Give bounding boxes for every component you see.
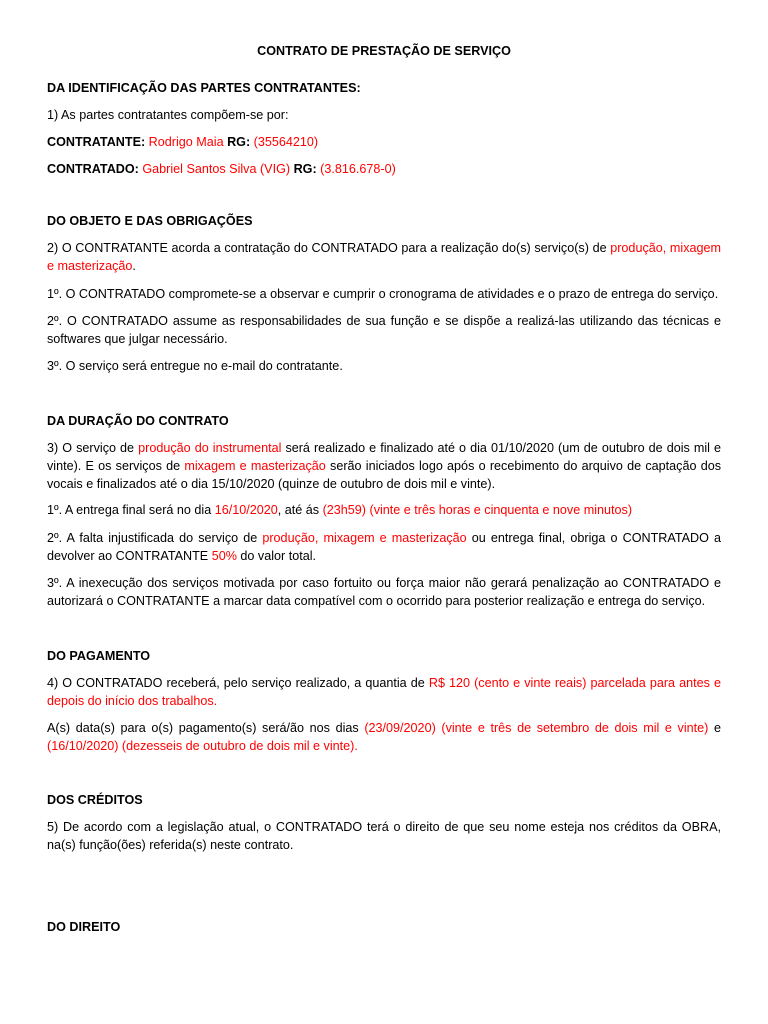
final-delivery-time: (23h59) (vinte e três horas e cinquenta e nove minutos) [322,503,633,517]
payment-dates [47,719,721,755]
clause-3-item-2-services: produção, mixagem e masterização [262,531,467,545]
section-heading-payment: DO PAGAMENTO [47,649,151,663]
section-heading-duration: DA DURAÇÃO DO CONTRATO [47,414,229,428]
clause-3-item-3: 3º. A inexecução dos serviços motivada por caso fortuito ou força maior não gerará penalização ao CONTRATADO e autorizará o CONTRATANTE a marcar data compatível com o ocorrido para posterior realização e entrega do serviço. [47,576,721,608]
clause-3-c: serão iniciados logo após o recebimento do arquivo de captação dos vocais e finalizados até o dia 15/10/2020 (quinze de outubro de dois mil e vinte). [47,459,722,491]
contratante-line [47,133,721,151]
clause-3 [47,439,721,493]
contratado-rg-label: RG: [293,162,317,176]
contratante-name: Rodrigo Maia [148,135,224,149]
contratado-line [47,160,721,178]
clause-3-b: será realizado e finalizado até o dia 01/10/2020 (um de outubro de dois mil e vinte). E os serviços de [47,441,722,473]
clause-2-end: . [132,259,136,273]
clause-4 [47,674,721,710]
contratante-rg-label: RG: [227,135,251,149]
refund-percent: 50% [211,549,237,563]
clause-3-a: 3) O serviço de [47,441,135,455]
contratado-name: Gabriel Santos Silva (VIG) [142,162,291,176]
clause-3-mix-master: mixagem e masterização [184,459,326,473]
clause-3-item-1-a: 1º. A entrega final será no dia [47,503,212,517]
clause-2-item-3: 3º. O serviço será entregue no e-mail do contratante. [47,359,343,373]
clause-3-item-1-b: , até ás [277,503,320,517]
clause-3-item-2-b: ou entrega final, obriga o CONTRATADO a devolver ao CONTRATANTE [47,531,722,563]
document-title: CONTRATO DE PRESTAÇÃO DE SERVIÇO [257,44,511,58]
contratante-label: CONTRATANTE: [47,135,146,149]
contratado-label: CONTRATADO: [47,162,139,176]
section-heading-object: DO OBJETO E DAS OBRIGAÇÕES [47,214,253,228]
clause-2-item-1: 1º. O CONTRATADO compromete-se a observar e cumprir o cronograma de atividades e o prazo de entrega do serviço. [47,287,719,301]
clause-3-item-1 [47,501,721,519]
section-heading-credits: DOS CRÉDITOS [47,793,143,807]
clause-3-instrumental: produção do instrumental [138,441,282,455]
final-delivery-date: 16/10/2020 [214,503,278,517]
payment-date-1: (23/09/2020) (vinte e três de setembro de dois mil e vinte) [364,721,709,735]
payment-dates-a: A(s) data(s) para o(s) pagamento(s) será/ão nos dias [47,721,359,735]
clause-3-item-2 [47,529,721,565]
contratante-rg: (35564210) [253,135,319,149]
parties-intro: 1) As partes contratantes compõem-se por: [47,108,289,122]
payment-dates-b: e [714,721,722,735]
payment-amount: R$ 120 (cento e vinte reais) parcelada para antes e depois do início dos trabalhos. [47,676,722,708]
payment-date-2: (16/10/2020) (dezesseis de outubro de dois mil e vinte). [47,739,358,753]
clause-2-services: produção, mixagem e masterização [47,241,721,273]
contratado-rg: (3.816.678-0) [320,162,396,176]
clause-3-item-2-c: do valor total. [240,549,317,563]
section-heading-rights: DO DIREITO [47,920,121,934]
clause-2 [47,239,721,275]
clause-3-item-2-a: 2º. A falta injustificada do serviço de [47,531,258,545]
clause-4-a: 4) O CONTRATADO receberá, pelo serviço realizado, a quantia de [47,676,425,690]
clause-2-item-2: 2º. O CONTRATADO assume as responsabilidades de sua função e se dispõe a realizá-las utilizando das técnicas e softwares que julgar necessário. [47,314,721,346]
clause-5: 5) De acordo com a legislação atual, o CONTRATADO terá o direito de que seu nome esteja nos créditos da OBRA, na(s) função(ões) referida(s) neste contrato. [47,820,721,852]
section-heading-identification: DA IDENTIFICAÇÃO DAS PARTES CONTRATANTES: [47,81,361,95]
clause-2-text: 2) O CONTRATANTE acorda a contratação do CONTRATADO para a realização do(s) serviço(s) de [47,241,607,255]
